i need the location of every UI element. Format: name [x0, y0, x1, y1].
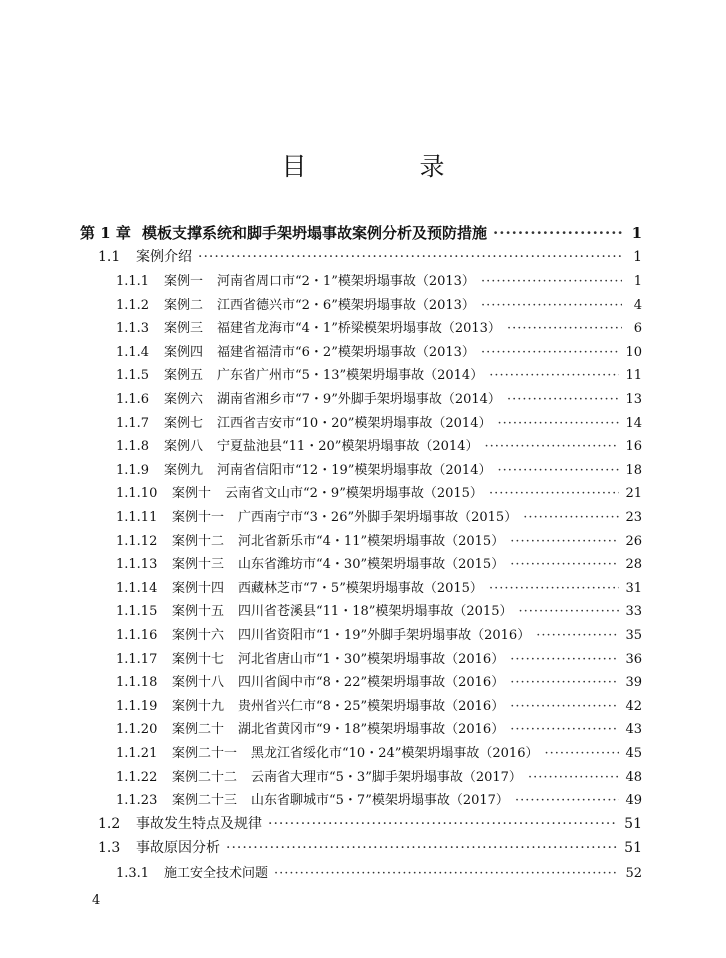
- toc-title: 河南省信阳市“12・19”模架坍塌事故（2014）: [217, 462, 492, 478]
- toc-number: 1.1.5: [116, 368, 150, 384]
- toc-case-entry[interactable]: [116, 294, 642, 313]
- toc-case-entry[interactable]: [116, 530, 642, 549]
- toc-page: 23: [625, 510, 642, 525]
- toc-case-entry[interactable]: [116, 317, 642, 336]
- toc-title: 山东省潍坊市“4・30”模架坍塌事故（2015）: [238, 557, 505, 573]
- toc-page: 48: [625, 769, 642, 785]
- toc-number: 1.1.1: [116, 274, 150, 289]
- toc-leader: [544, 746, 619, 761]
- toc-leader: [226, 840, 618, 856]
- toc-title: 宁夏盐池县“11・20”模架坍塌事故（2014）: [217, 439, 479, 455]
- toc-title: 事故原因分析: [136, 840, 220, 856]
- toc-page: 14: [625, 415, 642, 431]
- toc-case-label: 案例九: [164, 462, 204, 478]
- toc-page: 39: [625, 675, 642, 691]
- toc-case-label: 案例二十一: [172, 746, 238, 761]
- toc-case-label: 案例二十: [172, 722, 225, 738]
- toc-title: 西藏林芝市“7・5”模架坍塌事故（2015）: [238, 580, 483, 596]
- toc-title: 河南省周口市“2・1”模架坍塌事故（2013）: [217, 274, 475, 289]
- toc-page: 33: [625, 604, 642, 620]
- toc-title: 山东省聊城市“5・7”模架坍塌事故（2017）: [251, 793, 509, 809]
- toc-number: 1.3.1: [116, 866, 150, 881]
- toc-page: 26: [625, 533, 642, 549]
- toc-page: 11: [625, 368, 642, 384]
- toc-leader: [481, 345, 620, 360]
- toc-title: 四川省阆中市“8・22”模架坍塌事故（2016）: [238, 675, 505, 691]
- toc-page: 35: [625, 628, 642, 643]
- toc-number: 1.1.19: [116, 698, 158, 714]
- toc-number: 1.2: [98, 816, 121, 832]
- toc-leader: [198, 249, 622, 265]
- toc-title: 福建省福清市“6・2”模架坍塌事故（2013）: [217, 344, 475, 360]
- toc-number: 1.1.9: [116, 462, 150, 478]
- toc-leader: [493, 224, 622, 242]
- toc-page: 43: [625, 722, 642, 738]
- toc-title: 模板支撑系统和脚手架坍塌事故案例分析及预防措施: [142, 224, 488, 242]
- toc-leader: [497, 463, 619, 478]
- toc-case-label: 案例六: [164, 392, 204, 407]
- toc-case-entry[interactable]: [116, 789, 642, 808]
- toc-number: 第 1 章: [80, 224, 131, 242]
- toc-title: 贵州省兴仁市“8・25”模架坍塌事故（2016）: [238, 698, 505, 714]
- toc-page: 31: [625, 580, 642, 596]
- toc-page: 51: [624, 840, 642, 856]
- toc-number: 1.1.16: [116, 628, 158, 643]
- toc-title: 施工安全技术问题: [164, 866, 269, 881]
- toc-page: 21: [625, 486, 642, 502]
- toc-case-label: 案例七: [164, 415, 204, 431]
- toc-title: 福建省龙海市“4・1”桥梁模架坍塌事故（2013）: [217, 321, 501, 337]
- toc-case-entry[interactable]: [116, 648, 642, 667]
- toc-case-entry[interactable]: [116, 412, 642, 431]
- toc-page: 18: [625, 462, 642, 478]
- toc-number: 1.1.14: [116, 580, 158, 596]
- toc-page: 1: [633, 249, 642, 265]
- toc-case-entry[interactable]: [116, 553, 642, 572]
- toc-case-entry[interactable]: [116, 341, 642, 360]
- toc-case-label: 案例十五: [172, 604, 225, 620]
- toc-leader: [484, 439, 619, 454]
- toc-case-entry[interactable]: [116, 671, 642, 690]
- toc-title: 云南省大理市“5・3”脚手架坍塌事故（2017）: [251, 769, 522, 785]
- toc-leader: [510, 675, 619, 690]
- toc-leader: [510, 699, 619, 714]
- toc-page: 28: [625, 557, 642, 573]
- toc-case-entry[interactable]: [116, 718, 642, 737]
- toc-case-label: 案例十八: [172, 675, 225, 691]
- toc-case-label: 案例十六: [172, 628, 225, 643]
- toc-leader: [518, 604, 619, 619]
- toc-number: 1.1.12: [116, 533, 158, 549]
- toc-page: 4: [633, 297, 642, 313]
- toc-case-label: 案例十七: [172, 651, 225, 667]
- toc-title: 四川省苍溪县“11・18”模架坍塌事故（2015）: [238, 604, 513, 620]
- toc-case-entry[interactable]: [116, 270, 642, 289]
- toc-case-entry[interactable]: [116, 459, 642, 478]
- toc-case-entry[interactable]: [116, 766, 642, 785]
- toc-case-label: 案例十四: [172, 580, 225, 596]
- toc-case-entry[interactable]: [116, 600, 642, 619]
- toc-case-label: 案例二十二: [172, 769, 238, 785]
- toc-page: 1: [631, 224, 642, 242]
- toc-case-entry[interactable]: [116, 742, 642, 761]
- toc-case-label: 案例十三: [172, 557, 225, 573]
- toc-page: 1: [633, 274, 642, 289]
- toc-number: 1.1.22: [116, 769, 158, 785]
- toc-leader: [268, 816, 618, 832]
- toc-title: 江西省德兴市“2・6”模架坍塌事故（2013）: [217, 297, 475, 313]
- toc-page: 51: [624, 816, 642, 832]
- toc-number: 1.1.11: [116, 510, 158, 525]
- toc-case-label: 案例十九: [172, 698, 225, 714]
- toc-leader: [510, 534, 619, 549]
- toc-leader: [489, 581, 620, 596]
- toc-case-label: 案例一: [164, 274, 204, 289]
- toc-leader: [507, 321, 622, 336]
- toc-leader: [510, 722, 619, 737]
- toc-leader: [523, 510, 619, 525]
- toc-leader: [528, 770, 620, 785]
- toc-number: 1.1.18: [116, 675, 158, 691]
- toc-section[interactable]: [98, 837, 642, 857]
- toc-leader: [510, 652, 619, 667]
- toc-page: 13: [625, 392, 642, 407]
- toc-case-entry[interactable]: [116, 364, 642, 383]
- page-number: 4: [92, 893, 101, 908]
- toc-number: 1.3: [98, 840, 121, 856]
- toc-title: 事故发生特点及规律: [136, 816, 262, 832]
- toc-leader: [497, 416, 619, 431]
- toc-page: 6: [633, 321, 642, 337]
- toc-page: 49: [625, 793, 642, 809]
- toc-subsection[interactable]: [116, 862, 642, 881]
- toc-case-label: 案例三: [164, 321, 204, 337]
- toc-leader: [507, 392, 620, 407]
- toc-case-label: 案例四: [164, 344, 204, 360]
- toc-title: 黑龙江省绥化市“10・24”模架坍塌事故（2016）: [251, 746, 539, 761]
- toc-number: 1.1.6: [116, 392, 150, 407]
- toc-case-label: 案例二: [164, 297, 204, 313]
- toc-case-label: 案例二十三: [172, 793, 238, 809]
- toc-leader: [536, 628, 619, 643]
- toc-case-entry[interactable]: [116, 388, 642, 407]
- toc-number: 1.1.13: [116, 557, 158, 573]
- toc-title: 河北省新乐市“4・11”模架坍塌事故（2015）: [238, 533, 505, 549]
- toc-page: 42: [625, 698, 642, 714]
- toc-number: 1.1.2: [116, 297, 150, 313]
- toc-number: 1.1.21: [116, 746, 158, 761]
- toc-leader: [489, 368, 619, 383]
- toc-leader: [481, 298, 622, 313]
- toc-title: 案例介绍: [136, 249, 192, 265]
- toc-case-label: 案例十一: [172, 510, 225, 525]
- toc-number: 1.1.10: [116, 486, 158, 502]
- toc-page: 36: [625, 651, 642, 667]
- toc-leader: [489, 486, 620, 501]
- page-title: 目 录: [281, 152, 489, 181]
- toc-number: 1.1.8: [116, 439, 150, 455]
- toc-number: 1.1.7: [116, 415, 150, 431]
- toc-case-entry[interactable]: [116, 695, 642, 714]
- toc-case-entry[interactable]: [116, 577, 642, 596]
- toc-case-label: 案例十: [172, 486, 212, 502]
- toc-number: 1.1.4: [116, 344, 150, 360]
- toc-number: 1.1: [98, 249, 121, 265]
- toc-leader: [481, 274, 622, 289]
- toc-title: 广东省广州市“5・13”模架坍塌事故（2014）: [217, 368, 484, 384]
- toc-leader: [510, 557, 619, 572]
- toc-leader: [515, 793, 620, 808]
- toc-page: 10: [625, 344, 642, 360]
- toc-section[interactable]: [98, 246, 642, 266]
- toc-case-entry[interactable]: [116, 624, 642, 643]
- toc-number: 1.1.23: [116, 793, 158, 809]
- toc-case-entry[interactable]: [116, 435, 642, 454]
- toc-title: 湖北省黄冈市“9・18”模架坍塌事故（2016）: [238, 722, 505, 738]
- toc-title: 四川省资阳市“1・19”外脚手架坍塌事故（2016）: [238, 628, 531, 643]
- toc-number: 1.1.20: [116, 722, 158, 738]
- toc-number: 1.1.3: [116, 321, 150, 337]
- toc-case-entry[interactable]: [116, 506, 642, 525]
- toc-title: 湖南省湘乡市“7・9”外脚手架坍塌事故（2014）: [217, 392, 501, 407]
- toc-number: 1.1.15: [116, 604, 158, 620]
- toc-title: 江西省吉安市“10・20”模架坍塌事故（2014）: [217, 415, 492, 431]
- toc-leader: [274, 866, 619, 881]
- toc-case-entry[interactable]: [116, 482, 642, 501]
- toc-case-label: 案例五: [164, 368, 204, 384]
- toc-page: 45: [625, 746, 642, 761]
- toc-title: 广西南宁市“3・26”外脚手架坍塌事故（2015）: [238, 510, 518, 525]
- toc-case-label: 案例八: [164, 439, 204, 455]
- toc-title: 河北省唐山市“1・30”模架坍塌事故（2016）: [238, 651, 505, 667]
- toc-page: 16: [625, 439, 642, 455]
- toc-page: 52: [625, 866, 642, 881]
- toc-title: 云南省文山市“2・9”模架坍塌事故（2015）: [225, 486, 483, 502]
- toc-chapter-1[interactable]: [80, 222, 642, 243]
- toc-section[interactable]: [98, 813, 642, 833]
- toc-case-label: 案例十二: [172, 533, 225, 549]
- toc-number: 1.1.17: [116, 651, 158, 667]
